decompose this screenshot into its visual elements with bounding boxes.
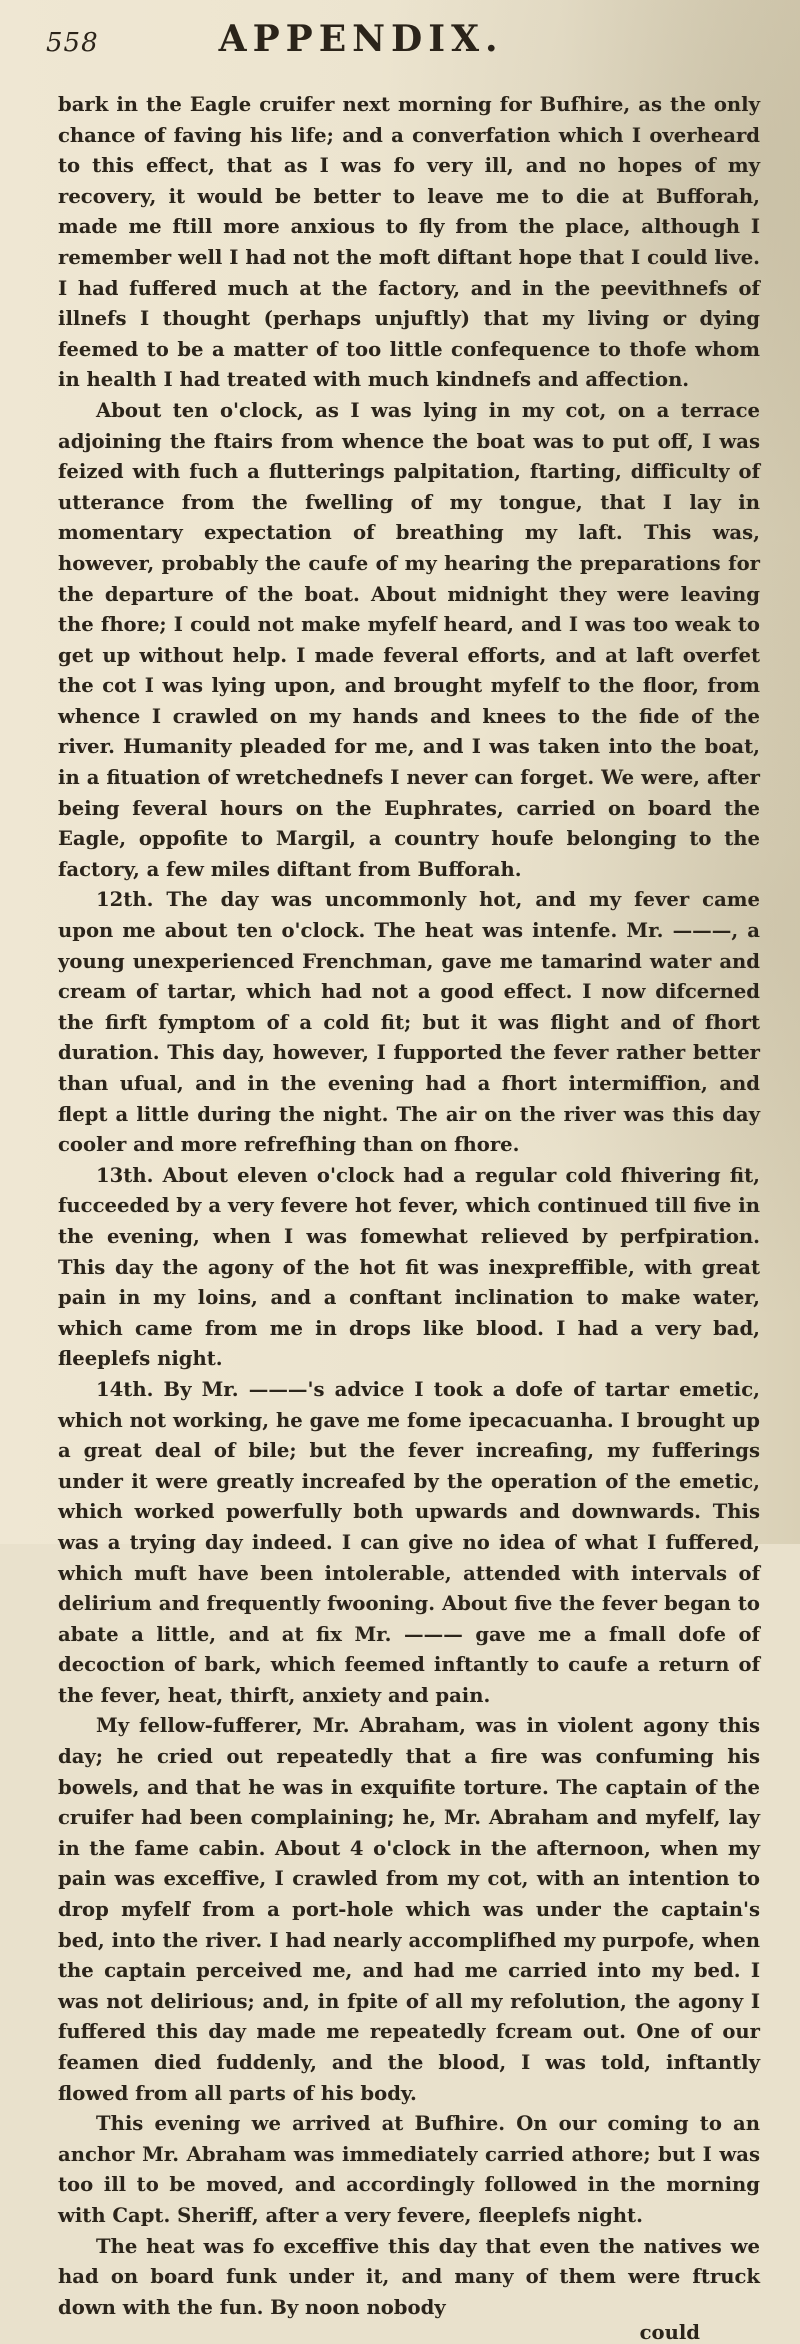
paragraph: My fellow-fufferer, Mr. Abraham, was in violent agony this day; he cried out repeatedly that a fire was confuming his bowels, and that he was in exquifite torture. The captain of the cruifer had been complaining; he, Mr. Abraham and myfelf, lay in the fame cabin. About 4 o'clock in the afternoon, when my pain was exceffive, I crawled from my cot, with an intention to drop myfelf from a port-hole which was under the captain's bed, into the river. I had nearly accomplifhed my purpofe, when the captain perceived me, and had me carried into my bed. I was not delirious; and, in fpite of all my refolution, the agony I fuffered this day made me repeatedly fcream out. One of our feamen died fuddenly, and the blood, I was told, inftantly flowed from all parts of his body. xyxy=(58,1714,760,2105)
catchword: could xyxy=(639,2321,700,2344)
paragraph: The heat was fo exceffive this day that even the natives we had on board funk under it, and many of them were ftruck down with the fun. By noon nobody xyxy=(58,2234,760,2319)
body-text xyxy=(58,90,760,2323)
paragraph: This evening we arrived at Bufhire. On our coming to an anchor Mr. Abraham was immediately carried athore; but I was too ill to be moved, and accordingly followed in the morning with Capt. Sheriff, after a very fevere, fleeplefs night. xyxy=(58,2112,760,2227)
paragraph: About ten o'clock, as I was lying in my cot, on a terrace adjoining the ftairs from whence the boat was to put off, I was feized with fuch a flutterings palpitation, ftarting, difficulty of utterance from the fwelling of my tongue, that I lay in momentary expectation of breathing my laft. This was, however, probably the caufe of my hearing the preparations for the departure of the boat. About midnight they were leaving the fhore; I could not make myfelf heard, and I was too weak to get up without help. I made feveral efforts, and at laft overfet the cot I was lying upon, and brought myfelf to the floor, from whence I crawled on my hands and knees to the fide of the river. Humanity pleaded for me, and I was taken into the boat, in a fituation of wretchednefs I never can forget. We were, after being feveral hours on the Euphrates, carried on board the Eagle, oppofite to Margil, a country houfe belonging to the factory, a few miles diftant from Bufforah. xyxy=(58,398,760,881)
section-title: APPENDIX. xyxy=(218,18,504,60)
paragraph: 13th. About eleven o'clock had a regular cold fhivering fit, fucceeded by a very fevere hot fever, which continued till five in the evening, when I was fomewhat relieved by perfpiration. This day the agony of the hot fit was inexpreffible, with great pain in my loins, and a conftant inclination to make water, which came from me in drops like blood. I had a very bad, fleeplefs night. xyxy=(58,1163,760,1371)
page-number: 558 xyxy=(46,28,99,58)
paragraph: 12th. The day was uncommonly hot, and my fever came upon me about ten o'clock. The heat was intenfe. Mr. ———, a young unexperienced Frenchman, gave me tamarind water and cream of tartar, which had not a good effect. I now difcerned the firft fymptom of a cold fit; but it was flight and of fhort duration. This day, however, I fupported the fever rather better than ufual, and in the evening had a fhort intermiffion, and flept a little during the night. The air on the river was this day cooler and more refrefhing than on fhore. xyxy=(58,888,760,1157)
paragraph: 14th. By Mr. ———'s advice I took a dofe of tartar emetic, which not working, he gave me fome ipecacuanha. I brought up a great deal of bile; but the fever increafing, my fufferings under it were greatly increafed by the operation of the emetic, which worked powerfully both upwards and downwards. This was a trying day indeed. I can give no idea of what I fuffered, which muft have been intolerable, attended with intervals of delirium and frequently fwooning. About five the fever began to abate a little, and at fix Mr. ——— gave me a fmall dofe of decoction of bark, which feemed inftantly to caufe a return of the fever, heat, thirft, anxiety and pain. xyxy=(58,1377,760,1707)
running-head xyxy=(46,18,760,68)
paragraph: bark in the Eagle cruifer next morning for Bufhire, as the only chance of faving his life; and a converfation which I overheard to this effect, that as I was fo very ill, and no hopes of my recovery, it would be better to leave me to die at Bufforah, made me ftill more anxious to fly from the place, although I remember well I had not the moft diftant hope that I could live. I had fuffered much at the factory, and in the peevithnefs of illnefs I thought (perhaps unjuftly) that my living or dying feemed to be a matter of too little confequence to thofe whom in health I had treated with much kindnefs and affection. xyxy=(58,93,760,392)
